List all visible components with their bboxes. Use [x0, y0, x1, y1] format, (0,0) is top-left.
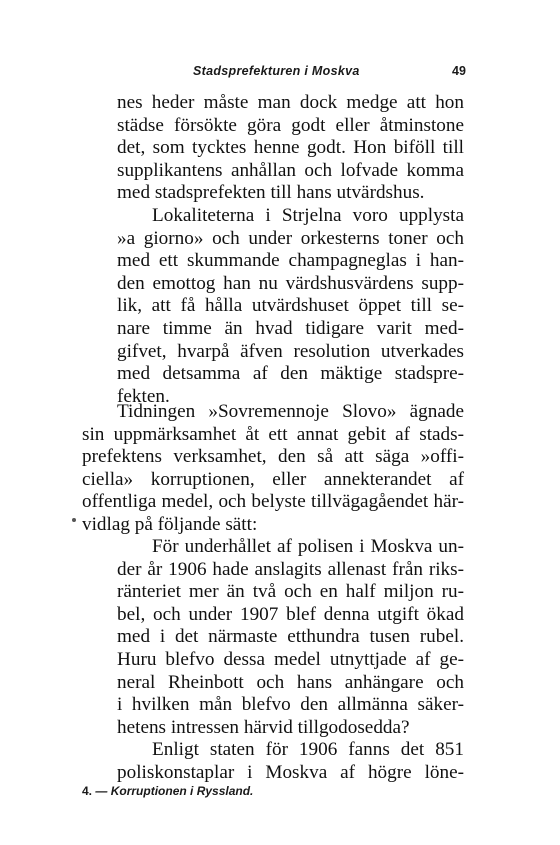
paragraph-block-a: [117, 92, 464, 408]
text-line: poliskonstaplar i Moskva af högre löne-: [117, 761, 464, 783]
text-line: i hvilken mån blefvo den allmänna säker-: [117, 694, 464, 716]
text-line: med i det närmaste etthundra tusen rubel.: [117, 626, 464, 648]
running-title: Stadsprefekturen i Moskva: [193, 64, 360, 78]
text-line: Tidningen »Sovremennoje Slovo» ägnade: [117, 401, 464, 422]
text-line: bel, och under 1907 blef denna utgift ökad: [117, 603, 464, 625]
text-line: ciella» korruptionen, eller annekterandet af: [82, 468, 464, 490]
text-line: med stadsprefekten till hans utvärdshus.: [117, 182, 425, 204]
text-line: med ett skummande champagneglas i han-: [117, 250, 464, 272]
text-line: nes heder måste man dock medge att hon: [117, 92, 464, 113]
text-line: neral Rheinbott och hans anhängare och: [117, 671, 464, 693]
signature-number: 4.: [82, 784, 93, 798]
margin-mark: [72, 518, 76, 522]
text-line: det, som tycktes henne godt. Hon biföll till: [117, 137, 464, 159]
text-line: vidlag på följande sätt:: [82, 513, 258, 535]
text-line: Huru blefvo dessa medel utnyttjade af ge-: [117, 648, 464, 670]
signature-title: Korruptionen i Ryssland.: [110, 784, 254, 798]
text-line: lik, att få hålla utvärdshuset öppet till se-: [117, 295, 464, 317]
signature-footer: [82, 784, 253, 798]
text-line: fekten.: [117, 385, 170, 407]
text-line: supplikantens anhållan och lofvade komma: [117, 159, 464, 181]
text-line: prefektens verksamhet, den så att säga »offi-: [82, 446, 464, 468]
signature-dash: —: [95, 784, 108, 798]
text-line: den emottog han nu värdshusvärdens supp-: [117, 272, 464, 294]
text-line: nare timme än hvad tidigare varit med-: [117, 317, 464, 339]
text-line: ränteriet mer än två och en half miljon ru-: [117, 581, 464, 603]
text-line: gifvet, hvarpå äfven resolution utverkades: [117, 340, 464, 362]
text-line: »a giorno» och under orkesterns toner och: [117, 227, 464, 249]
text-line: der år 1906 hade anslagits allenast från riks-: [117, 558, 464, 580]
text-line: med detsamma af den mäktige stadspre-: [117, 363, 464, 385]
paragraph-block-b: [82, 401, 464, 537]
text-line: offentliga medel, och belyste tillvägagåendet här-: [82, 491, 464, 513]
page-number: 49: [452, 64, 466, 78]
paragraph-block-c: [117, 536, 464, 785]
running-head: [0, 62, 560, 84]
text-line: Enligt staten för 1906 fanns det 851: [152, 739, 464, 761]
text-line: sin uppmärksamhet åt ett annat gebit af stads-: [82, 423, 464, 445]
text-line: städse försökte göra godt eller åtminstone: [117, 114, 464, 136]
text-line: Lokaliteterna i Strjelna voro upplysta: [152, 204, 464, 226]
text-line: För underhållet af polisen i Moskva un-: [152, 536, 464, 557]
text-line: hetens intressen härvid tillgodosedda?: [117, 716, 410, 738]
